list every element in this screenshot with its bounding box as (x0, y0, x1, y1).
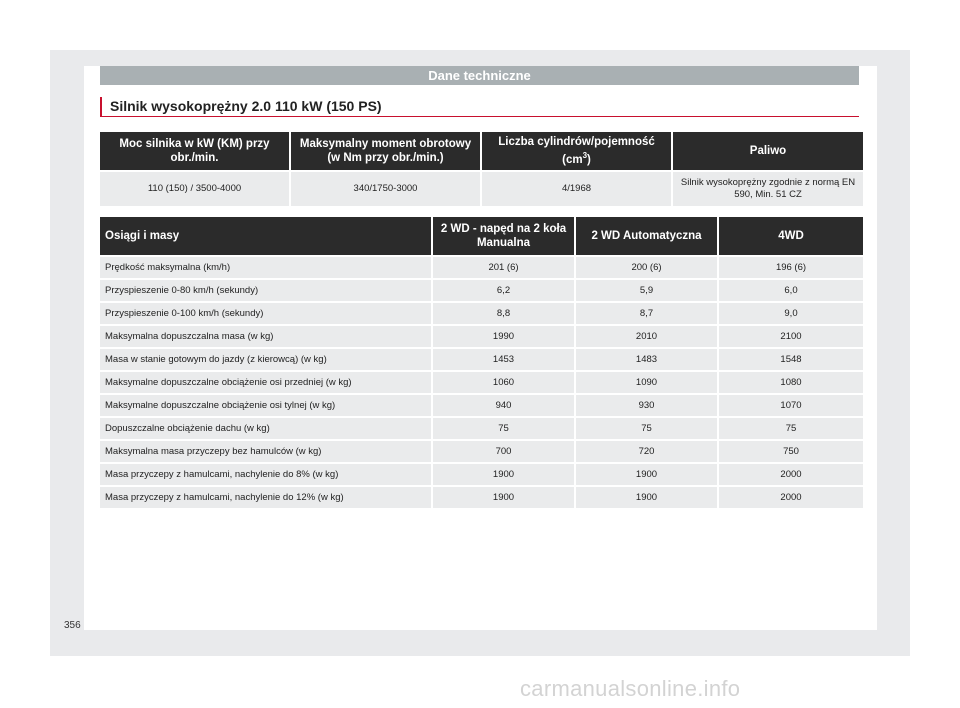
value-2wd-automatic: 5,9 (576, 280, 717, 301)
value-2wd-automatic: 2010 (576, 326, 717, 347)
performance-table-header-row (100, 217, 863, 255)
cell-engine-power: 110 (150) / 3500-4000 (100, 172, 289, 206)
row-label: Maksymalne dopuszczalne obciążenie osi tylnej (w kg) (100, 395, 431, 416)
header-2wd-automatic: 2 WD Automatyczna (576, 217, 717, 255)
value-4wd: 6,0 (719, 280, 863, 301)
value-2wd-automatic: 8,7 (576, 303, 717, 324)
value-4wd: 2000 (719, 464, 863, 485)
row-label: Przyspieszenie 0-100 km/h (sekundy) (100, 303, 431, 324)
engine-spec-table (98, 130, 865, 208)
table-row (100, 303, 863, 324)
value-2wd-manual: 75 (433, 418, 574, 439)
value-4wd: 196 (6) (719, 257, 863, 278)
row-label: Prędkość maksymalna (km/h) (100, 257, 431, 278)
header-cylinders-text: Liczba cylindrów/pojemność (cm (498, 136, 655, 166)
value-2wd-manual: 6,2 (433, 280, 574, 301)
value-2wd-manual: 1900 (433, 487, 574, 508)
header-cylinders-displacement (482, 132, 671, 170)
table-row (100, 487, 863, 508)
value-2wd-automatic: 1483 (576, 349, 717, 370)
header-4wd: 4WD (719, 217, 863, 255)
cell-fuel: Silnik wysokoprężny zgodnie z normą EN 590, Min. 51 CZ (673, 172, 863, 206)
header-fuel: Paliwo (673, 132, 863, 170)
value-2wd-manual: 1453 (433, 349, 574, 370)
engine-table-header-row (100, 132, 863, 170)
table-row (100, 418, 863, 439)
value-2wd-automatic: 200 (6) (576, 257, 717, 278)
table-row (100, 280, 863, 301)
header-performance: Osiągi i masy (100, 217, 431, 255)
table-row (100, 349, 863, 370)
table-row (100, 172, 863, 206)
row-label: Masa przyczepy z hamulcami, nachylenie do 8% (w kg) (100, 464, 431, 485)
value-4wd: 75 (719, 418, 863, 439)
table-row (100, 257, 863, 278)
page-title: Silnik wysokoprężny 2.0 110 kW (150 PS) (100, 97, 859, 117)
header-2wd-manual: 2 WD - napęd na 2 koła Manualna (433, 217, 574, 255)
value-4wd: 2000 (719, 487, 863, 508)
row-label: Maksymalne dopuszczalne obciążenie osi przedniej (w kg) (100, 372, 431, 393)
value-4wd: 1548 (719, 349, 863, 370)
row-label: Maksymalna dopuszczalna masa (w kg) (100, 326, 431, 347)
row-label: Maksymalna masa przyczepy bez hamulców (w kg) (100, 441, 431, 462)
header-engine-power: Moc silnika w kW (KM) przy obr./min. (100, 132, 289, 170)
row-label: Przyspieszenie 0-80 km/h (sekundy) (100, 280, 431, 301)
value-2wd-automatic: 1090 (576, 372, 717, 393)
value-4wd: 9,0 (719, 303, 863, 324)
value-2wd-manual: 1060 (433, 372, 574, 393)
value-2wd-automatic: 1900 (576, 464, 717, 485)
value-2wd-manual: 1900 (433, 464, 574, 485)
header-max-torque: Maksymalny moment obrotowy (w Nm przy obr./min.) (291, 132, 480, 170)
value-2wd-automatic: 930 (576, 395, 717, 416)
value-2wd-manual: 940 (433, 395, 574, 416)
row-label: Masa przyczepy z hamulcami, nachylenie do 12% (w kg) (100, 487, 431, 508)
table-row (100, 326, 863, 347)
value-2wd-automatic: 720 (576, 441, 717, 462)
value-4wd: 2100 (719, 326, 863, 347)
cell-max-torque: 340/1750-3000 (291, 172, 480, 206)
performance-weights-table (98, 215, 865, 510)
row-label: Dopuszczalne obciążenie dachu (w kg) (100, 418, 431, 439)
value-4wd: 750 (719, 441, 863, 462)
cell-cylinders-displacement: 4/1968 (482, 172, 671, 206)
value-2wd-automatic: 1900 (576, 487, 717, 508)
header-cylinders-sup: 3 (582, 151, 588, 161)
value-2wd-manual: 8,8 (433, 303, 574, 324)
value-2wd-automatic: 75 (576, 418, 717, 439)
section-header: Dane techniczne (100, 66, 859, 85)
table-row (100, 441, 863, 462)
value-4wd: 1070 (719, 395, 863, 416)
value-2wd-manual: 201 (6) (433, 257, 574, 278)
value-2wd-manual: 1990 (433, 326, 574, 347)
watermark-text: carmanualsonline.info (520, 676, 741, 701)
row-label: Masa w stanie gotowym do jazdy (z kierowcą) (w kg) (100, 349, 431, 370)
value-4wd: 1080 (719, 372, 863, 393)
table-row (100, 372, 863, 393)
value-2wd-manual: 700 (433, 441, 574, 462)
table-row (100, 395, 863, 416)
header-cylinders-close: ) (587, 153, 591, 166)
page-number: 356 (64, 620, 81, 631)
table-row (100, 464, 863, 485)
